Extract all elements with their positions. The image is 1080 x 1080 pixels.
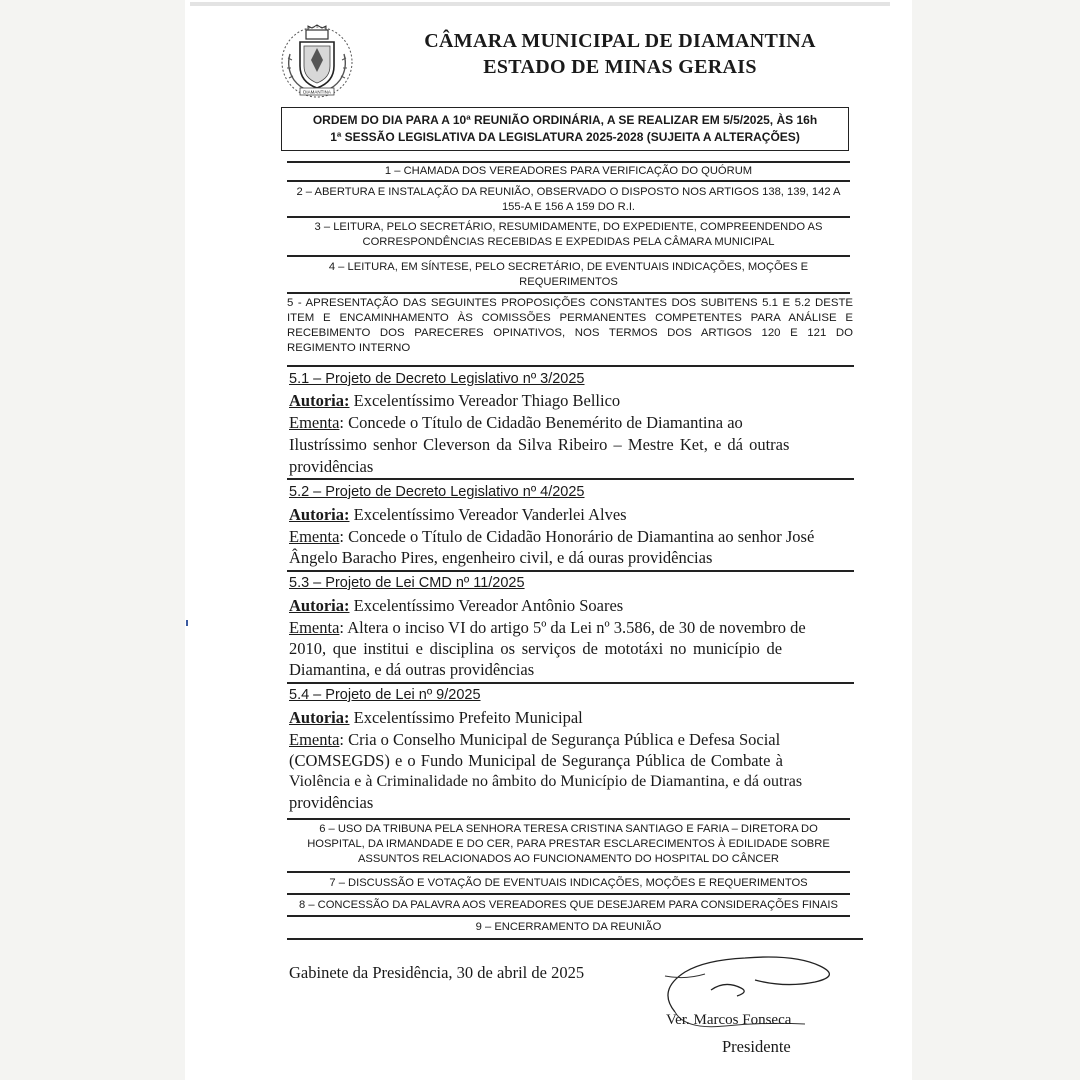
ementa-label: Ementa <box>289 618 340 637</box>
project-5-3-ementa-line2: 2010, que institui e disciplina os serviços de mototáxi no município de <box>289 639 783 658</box>
project-5-1-author: Excelentíssimo Vereador Thiago Bellico <box>349 391 621 410</box>
project-5-4-ementa-line3: Violência e à Criminalidade no âmbito do Município de Diamantina, e dá outras <box>289 773 803 790</box>
item-6-line3: ASSUNTOS RELACIONADOS AO FUNCIONAMENTO DO HOSPITAL DO CÂNCER <box>357 853 780 865</box>
project-5-3-author: Excelentíssimo Vereador Antônio Soares <box>349 596 624 615</box>
project-5-4-ementa-line4: providências <box>289 793 374 812</box>
project-5-2-ementa-line2: Ângelo Baracho Pires, engenheiro civil, e dá ouras providências <box>289 548 713 567</box>
item-6-line1: 6 – USO DA TRIBUNA PELA SENHORA TERESA CRISTINA SANTIAGO E FARIA – DIRETORA DO <box>319 823 818 835</box>
project-5-1-ementa-line1: : Concede o Título de Cidadão Benemérito de Diamantina ao <box>339 413 743 432</box>
item-9: 9 – ENCERRAMENTO DA REUNIÃO <box>475 921 662 933</box>
item-4-line2: REQUERIMENTOS <box>519 276 618 288</box>
divider <box>287 365 854 367</box>
divider <box>287 915 850 917</box>
item-3-line1: 3 – LEITURA, PELO SECRETÁRIO, RESUMIDAMENTE, DO EXPEDIENTE, COMPREENDENDO AS <box>314 221 823 233</box>
ementa-label: Ementa <box>289 413 340 432</box>
project-5-4-title: 5.4 – Projeto de Lei nº 9/2025 <box>289 687 481 703</box>
item-2 <box>282 185 855 215</box>
project-5-4-ementa-line2: (COMSEGDS) e o Fundo Municipal de Segurança Pública de Combate à <box>289 751 783 770</box>
project-5-2-ementa <box>289 527 853 548</box>
item-6 <box>287 822 850 867</box>
project-5-2-autoria <box>289 505 853 526</box>
divider <box>287 255 850 257</box>
item-3-line2: CORRESPONDÊNCIAS RECEBIDAS E EXPEDIDAS PELA CÂMARA MUNICIPAL <box>362 236 775 248</box>
project-5-1-autoria <box>289 391 853 412</box>
project-5-2-ementa-line1: : Concede o Título de Cidadão Honorário de Diamantina ao senhor José <box>339 527 815 546</box>
ementa-label: Ementa <box>289 730 340 749</box>
agenda-title-line2: 1ª SESSÃO LEGISLATIVA DA LEGISLATURA 2025-2028 (SUJEITA A ALTERAÇÕES) <box>330 130 800 144</box>
item-4 <box>287 260 850 290</box>
state-title: ESTADO DE MINAS GERAIS <box>483 56 757 78</box>
item-5: 5 - APRESENTAÇÃO DAS SEGUINTES PROPOSIÇÕES CONSTANTES DOS SUBITENS 5.1 E 5.2 DESTE ITEM E ENCAMINHAMENTO ÀS COMISSÕES PERMANENTES COMPETENTES PARA ANÁLISE E RECEBIMENTO DOS PARECERES OPINATIVOS, NOS TERMOS DOS ARTIGOS 120 E 121 DO REGIMENTO INTERNO <box>287 297 853 354</box>
project-5-2-title: 5.2 – Projeto de Decreto Legislativo nº 4/2025 <box>289 484 585 500</box>
scan-mark <box>186 620 188 626</box>
project-5-4-autoria <box>289 708 853 729</box>
divider <box>287 478 854 480</box>
project-5-2-author: Excelentíssimo Vereador Vanderlei Alves <box>349 505 627 524</box>
divider <box>287 818 850 820</box>
signer-role: Presidente <box>722 1037 791 1056</box>
municipal-crest-icon <box>278 24 356 100</box>
project-5-1-ementa-line2: Ilustríssimo senhor Cleverson da Silva Ribeiro – Mestre Ket, e dá outras <box>289 435 790 454</box>
divider <box>287 180 850 182</box>
project-5-3-autoria <box>289 596 853 617</box>
item-6-line2: HOSPITAL, DA IRMANDADE E DO CER, PARA PRESTAR ESCLARECIMENTOS À EDILIDADE SOBRE <box>307 838 830 850</box>
divider <box>287 893 850 895</box>
item-4-line1: 4 – LEITURA, EM SÍNTESE, PELO SECRETÁRIO, DE EVENTUAIS INDICAÇÕES, MOÇÕES E <box>328 261 809 273</box>
autoria-label: Autoria: <box>289 708 350 727</box>
chamber-title: CÂMARA MUNICIPAL DE DIAMANTINA <box>424 30 816 52</box>
project-5-3-ementa-line1: : Altera o inciso VI do artigo 5º da Lei nº 3.586, de 30 de novembro de <box>339 618 806 637</box>
divider <box>287 161 850 163</box>
agenda-title-box <box>281 107 849 151</box>
project-5-1-ementa <box>289 413 853 434</box>
project-5-3-ementa-line3: Diamantina, e dá outras providências <box>289 660 535 679</box>
divider <box>287 871 850 873</box>
item-3 <box>287 220 850 250</box>
project-5-1-ementa-line3: providências <box>289 457 374 476</box>
autoria-label: Autoria: <box>289 391 350 410</box>
project-5-4-author: Excelentíssimo Prefeito Municipal <box>349 708 583 727</box>
divider <box>287 938 863 940</box>
item-8: 8 – CONCESSÃO DA PALAVRA AOS VEREADORES QUE DESEJAREM PARA CONSIDERAÇÕES FINAIS <box>298 899 838 911</box>
place-date: Gabinete da Presidência, 30 de abril de 2025 <box>289 963 585 982</box>
project-5-4-ementa <box>289 730 853 751</box>
project-5-3-ementa <box>289 618 853 639</box>
item-2-line2: 155-A E 156 A 159 DO R.I. <box>501 201 636 213</box>
item-7: 7 – DISCUSSÃO E VOTAÇÃO DE EVENTUAIS INDICAÇÕES, MOÇÕES E REQUERIMENTOS <box>329 877 808 889</box>
autoria-label: Autoria: <box>289 596 350 615</box>
divider <box>287 216 850 218</box>
project-5-3-title: 5.3 – Projeto de Lei CMD nº 11/2025 <box>289 575 525 591</box>
item-2-line1: 2 – ABERTURA E INSTALAÇÃO DA REUNIÃO, OBSERVADO O DISPOSTO NOS ARTIGOS 138, 139, 142 A <box>296 186 841 198</box>
autoria-label: Autoria: <box>289 505 350 524</box>
project-5-1-title: 5.1 – Projeto de Decreto Legislativo nº 3/2025 <box>289 371 585 387</box>
ementa-label: Ementa <box>289 527 340 546</box>
signer-name: Ver. Marcos Fonseca <box>666 1012 792 1028</box>
svg-text:DIAMANTINA: DIAMANTINA <box>303 89 331 95</box>
item-1: 1 – CHAMADA DOS VEREADORES PARA VERIFICAÇÃO DO QUÓRUM <box>384 165 753 177</box>
project-5-4-ementa-line1: : Cria o Conselho Municipal de Segurança Pública e Defesa Social <box>339 730 781 749</box>
divider <box>287 570 854 572</box>
scan-edge-line <box>190 2 890 6</box>
divider <box>287 292 850 294</box>
agenda-title-line1: ORDEM DO DIA PARA A 10ª REUNIÃO ORDINÁRIA, A SE REALIZAR EM 5/5/2025, ÀS 16h <box>312 113 818 127</box>
divider <box>287 682 854 684</box>
